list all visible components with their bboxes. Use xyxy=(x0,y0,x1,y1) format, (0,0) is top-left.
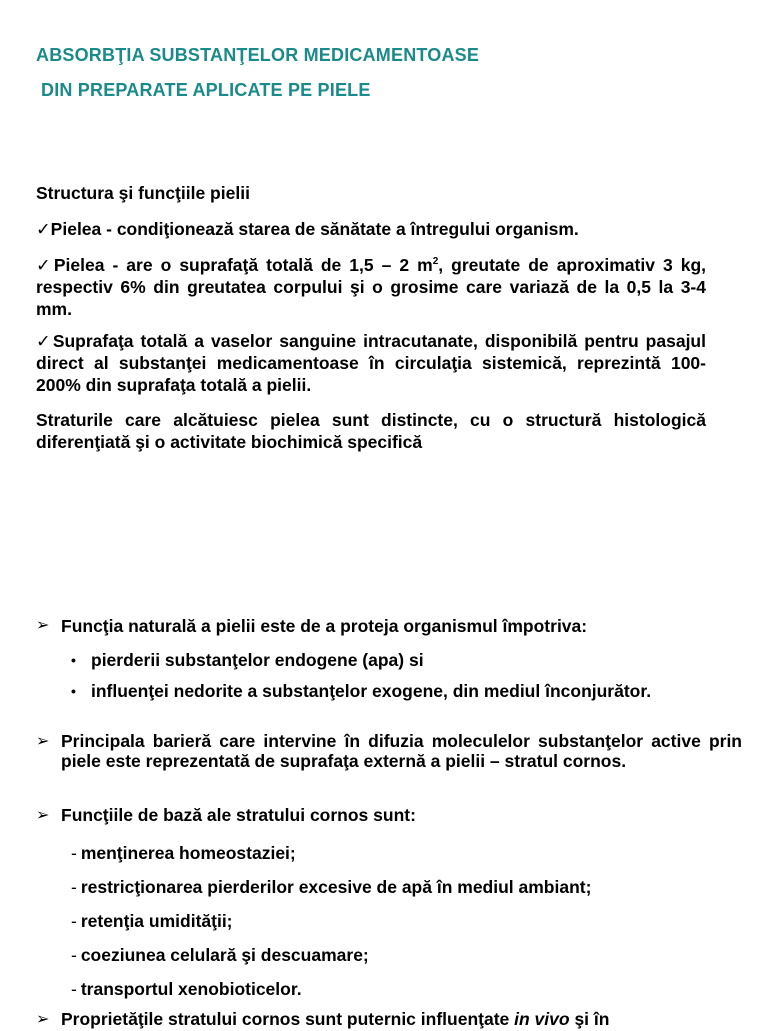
function-item-text: transportul xenobioticelor. xyxy=(80,979,302,999)
bullet-text: Funcţiile de bază ale stratului cornos sunt: xyxy=(61,805,416,825)
paragraph-text: Pielea - are o suprafaţă totală de 1,5 – 2 m xyxy=(53,254,433,275)
dot-bullet-icon: • xyxy=(71,683,76,699)
dot-bullet-icon: • xyxy=(71,652,76,668)
check-icon: ✓ xyxy=(36,219,51,239)
paragraph-vessels xyxy=(36,330,706,396)
paragraph-layers: Straturile care alcătuiesc pielea sunt distincte, cu o structură histologică diferenţiată şi o activitate biochimică specifică xyxy=(36,410,706,452)
dash-bullet-icon: - xyxy=(71,911,77,931)
dash-bullet-icon: - xyxy=(71,843,77,863)
paragraph-text: Suprafaţa totală a vaselor sanguine intracutanate, disponibilă pentru pasajul direct al substanţei medicamentoase în circulaţia sistemică, reprezintă 100-200% din suprafaţa totală a pielii. xyxy=(36,331,706,395)
bullet-properties xyxy=(36,1009,742,1031)
function-item-text: menţinerea homeostaziei; xyxy=(80,843,296,863)
superscript: 2 xyxy=(432,256,439,267)
italic-text: in vivo xyxy=(514,1009,570,1029)
bullet-main-barrier xyxy=(36,731,742,771)
function-item xyxy=(71,911,233,932)
arrow-bullet-icon: ➢ xyxy=(36,807,50,824)
bullet-text: Proprietăţile stratului cornos sunt puternic influenţate in vivo şi în xyxy=(61,1009,610,1029)
paragraph-skin-surface xyxy=(36,251,706,320)
function-item-text: retenţia umidităţii; xyxy=(80,911,233,931)
function-item-text: restricţionarea pierderilor excesive de apă în mediul ambiant; xyxy=(80,877,592,897)
function-item xyxy=(71,945,369,966)
function-item xyxy=(71,979,302,1000)
sub-bullet-endogenous xyxy=(71,650,742,670)
arrow-bullet-icon: ➢ xyxy=(36,733,50,750)
function-item-text: coeziunea celulară şi descuamare; xyxy=(80,945,369,965)
check-icon: ✓ xyxy=(36,254,54,275)
dash-bullet-icon: - xyxy=(71,979,77,999)
sub-bullet-text: pierderii substanţelor endogene (apa) si xyxy=(91,650,424,670)
function-item xyxy=(71,843,296,864)
bullet-natural-function xyxy=(36,615,742,637)
arrow-bullet-icon: ➢ xyxy=(36,617,50,634)
section-heading: Structura şi funcţiile pielii xyxy=(36,183,250,203)
title-line-2: DIN PREPARATE APLICATE PE PIELE xyxy=(41,80,371,100)
paragraph-text: Pielea - condiţionează starea de sănătate a întregului organism. xyxy=(50,219,579,239)
sub-bullet-exogenous xyxy=(71,681,742,701)
function-item xyxy=(71,877,591,898)
arrow-bullet-icon: ➢ xyxy=(36,1011,50,1028)
check-icon: ✓ xyxy=(36,331,53,351)
bullet-text: Principala barieră care intervine în difuzia moleculelor substanţelor active prin piele este reprezentată de suprafaţa externă a pielii – stratul cornos. xyxy=(61,731,742,771)
bullet-basic-functions xyxy=(36,805,742,827)
bullet-text: Funcţia naturală a pielii este de a proteja organismul împotriva: xyxy=(61,616,588,636)
dash-bullet-icon: - xyxy=(71,945,77,965)
sub-bullet-text: influenţei nedorite a substanţelor exogene, din mediul înconjurător. xyxy=(91,681,652,701)
paragraph-skin-condition xyxy=(36,218,706,240)
title-line-1: ABSORBŢIA SUBSTANŢELOR MEDICAMENTOASE xyxy=(36,45,480,65)
dash-bullet-icon: - xyxy=(71,877,77,897)
paragraph-text: , greutate de aproximativ 3 kg, respectiv 6% din greutatea corpului şi o grosime care variază de la 0,5 la 3-4 mm. xyxy=(36,254,706,319)
